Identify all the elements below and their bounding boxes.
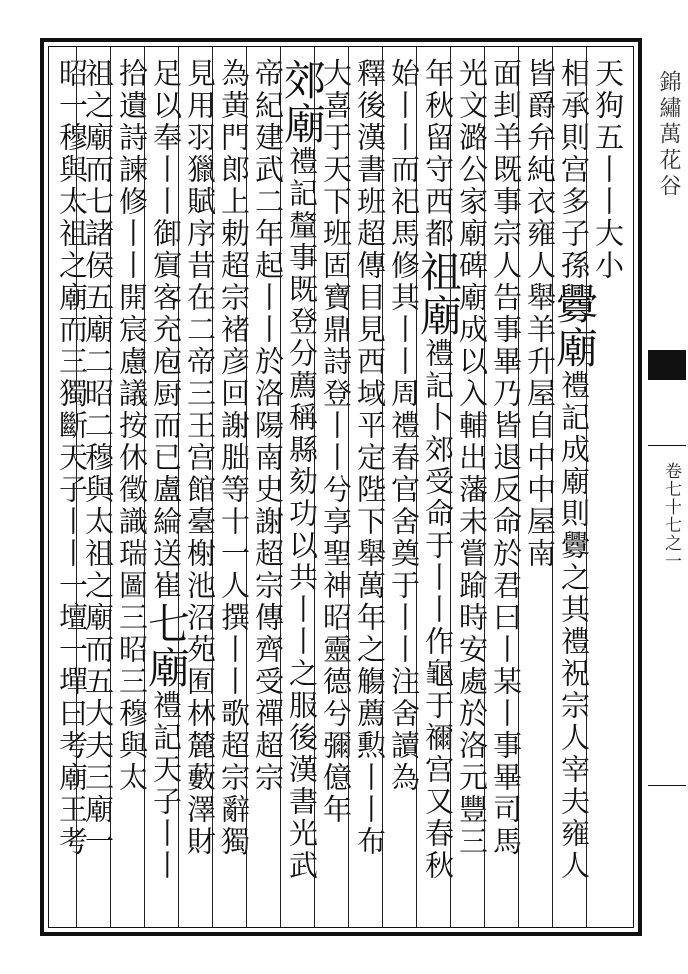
text-column: 天狗五丨丨大小 — [591, 58, 625, 282]
column-rule — [144, 47, 145, 927]
column-rule — [348, 47, 349, 927]
text-column: 年秋留守西都祖廟禮記卜郊受命于丨丨作龜于禰宫又春秋 — [414, 58, 463, 882]
book-title: 錦繡萬花谷 — [656, 70, 681, 200]
column-rule — [450, 47, 451, 927]
column-rule — [212, 47, 213, 927]
volume-label: 卷七十七之一 — [661, 462, 681, 570]
column-rule — [416, 47, 417, 927]
column-rule — [382, 47, 383, 927]
text-column: 見用羽獵賦序昔在二帝三王宫館臺榭池沼苑囿林麓藪澤財 — [183, 58, 217, 858]
column-rule — [314, 47, 315, 927]
margin-rule — [648, 445, 686, 446]
text-column: 祖之廟而七諸侯五廟二昭二穆與太祖之廟而五大夫三廟一 — [81, 58, 115, 858]
column-rule — [518, 47, 519, 927]
text-column: 拾遺詩諫修丨丨開宸慮議按休徵識瑞圖三昭三穆與太 — [115, 58, 149, 794]
column-rule — [246, 47, 247, 927]
text-column: 相承則宫多子孫釁廟禮記成廟則釁之其禮祝宗人宰夫雍人 — [550, 58, 599, 882]
column-rule — [76, 47, 77, 927]
text-column: 始丨丨而祀馬修其丨丨周禮春官舍奠于丨丨注舍讀為 — [387, 58, 421, 794]
text-column: 足以奉丨丨御賔客充庖厨而已盧綸送崔七廟禮記天子丨丨 — [142, 58, 191, 882]
text-column: 面刲羊既事宗人告事畢乃皆退反命於君曰丨某丨事畢司馬 — [489, 58, 523, 858]
column-rule — [484, 47, 485, 927]
text-column: 郊廟禮記釐事既登分薦稱縣劾功以共丨丨之服後漢書光武 — [278, 58, 327, 882]
column-rule — [280, 47, 281, 927]
text-column: 釋後漢書班超傳目見西域平定陛下舉萬年之觴薦勲丨丨布 — [353, 58, 387, 858]
fishtail-mark — [648, 350, 686, 380]
text-column: 昭一穆與太祖之廟而三獨斷天子丨丨一壇一墠曰考廟王考 — [55, 58, 89, 858]
text-column: 光文潞公家廟碑廟成以入輔出藩未嘗踰時安處於洛元豐三 — [455, 58, 489, 858]
text-column: 大喜于天下班固寶鼎詩登丨丨兮享聖神昭靈德兮彌億年 — [319, 58, 353, 826]
page-margin — [648, 50, 686, 930]
text-column: 為黄門郎上勅超宗褚彦回謝朏等十一人撰丨丨歌超宗辭獨 — [217, 58, 251, 858]
text-column: 皆爵弁純衣雍人舉羊升屋自中中屋南 — [523, 58, 557, 570]
column-rule — [110, 47, 111, 927]
column-rule — [586, 47, 587, 927]
column-rule — [552, 47, 553, 927]
margin-rule — [648, 785, 686, 786]
text-column: 帝紀建武二年起丨丨於洛陽南史謝超宗傳齊受禪超宗 — [251, 58, 285, 794]
column-rule — [178, 47, 179, 927]
